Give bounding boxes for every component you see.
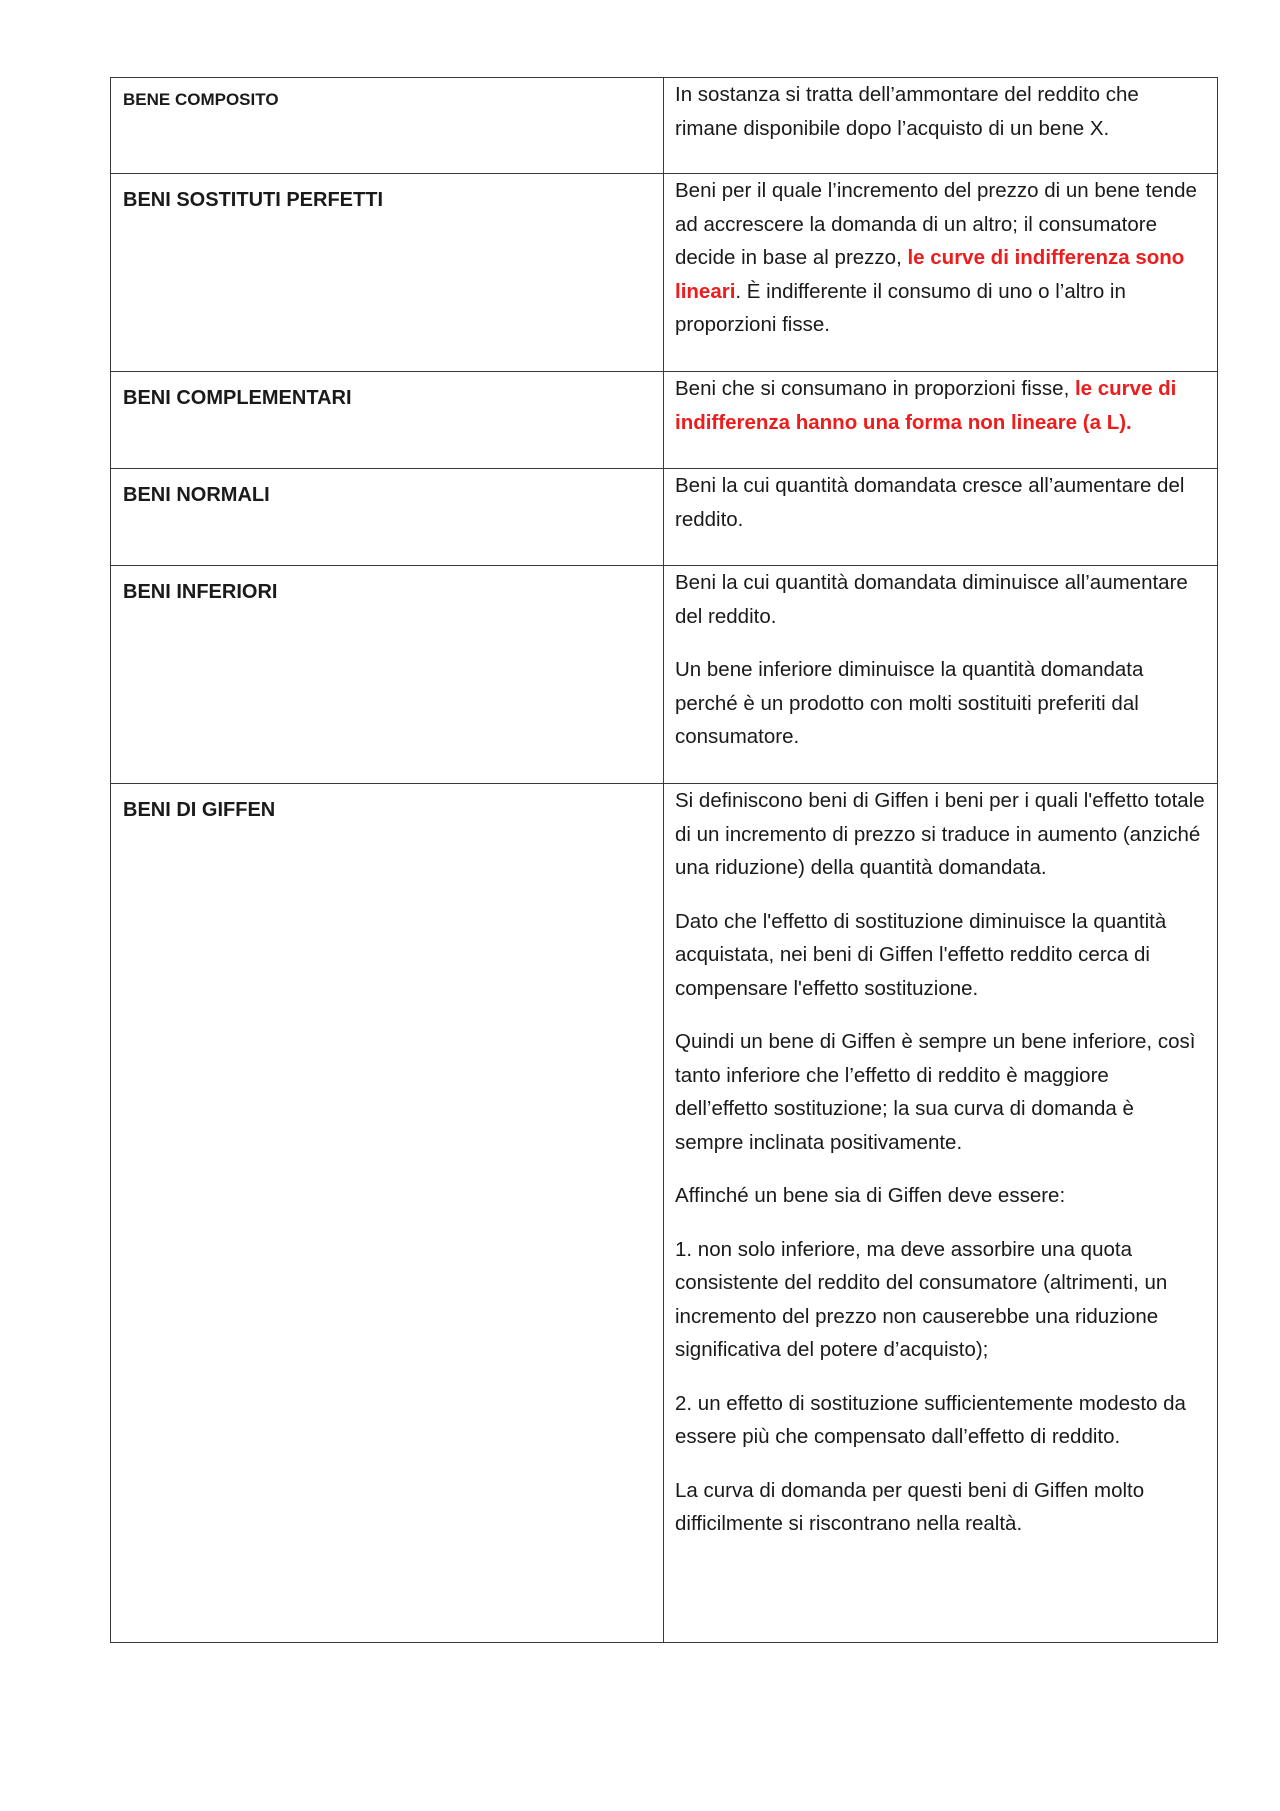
table-row (111, 78, 1218, 174)
definition-paragraph (675, 174, 1205, 342)
definition-paragraph: La curva di domanda per questi beni di Giffen molto difficilmente si riscontrano nella realtà. (675, 1478, 1145, 1535)
table-row (111, 174, 1218, 372)
term-label: BENE COMPOSITO (123, 90, 279, 109)
definition-cell (664, 566, 1218, 784)
definition-paragraph: In sostanza si tratta dell’ammontare del reddito che rimane disponibile dopo l’acquisto di un bene X. (675, 83, 1139, 140)
definition-paragraph: Beni la cui quantità domandata diminuisce all’aumentare del reddito. (675, 571, 1188, 628)
term-cell (111, 78, 664, 174)
definition-paragraph: Si definiscono beni di Giffen i beni per i quali l'effetto totale di un incremento di prezzo si traduce in aumento (anziché una riduzione) della quantità domandata. (675, 789, 1205, 879)
term-label: BENI DI GIFFEN (123, 799, 276, 821)
term-cell (111, 174, 664, 372)
table-row (111, 372, 1218, 469)
definition-paragraph: Quindi un bene di Giffen è sempre un bene inferiore, così tanto inferiore che l’effetto di reddito è maggiore dell’effetto sostituzione; la sua curva di domanda è sempre inclinata positivamente. (675, 1030, 1196, 1154)
definition-paragraph: Affinché un bene sia di Giffen deve essere: (675, 1184, 1066, 1207)
highlighted-text: le curve di indifferenza sono lineari (675, 246, 1185, 303)
highlighted-text: le curve di indifferenza hanno una forma non lineare (a L). (675, 377, 1177, 434)
term-cell (111, 566, 664, 784)
table-row (111, 784, 1218, 1643)
definition-cell (664, 78, 1218, 174)
definition-paragraph: 1. non solo inferiore, ma deve assorbire una quota consistente del reddito del consumatore (altrimenti, un incremento del prezzo non causerebbe una riduzione significativa del potere d’acquisto); (675, 1237, 1168, 1361)
definition-paragraph (675, 372, 1205, 439)
term-label: BENI NORMALI (123, 484, 270, 506)
definition-paragraph: Un bene inferiore diminuisce la quantità domandata perché è un prodotto con molti sostituiti preferiti dal consumatore. (675, 658, 1144, 748)
definition-paragraph: Dato che l'effetto di sostituzione diminuisce la quantità acquistata, nei beni di Giffen l'effetto reddito cerca di compensare l'effetto sostituzione. (675, 909, 1167, 1000)
definitions-table (110, 77, 1218, 1643)
table-row (111, 566, 1218, 784)
definition-paragraph: Beni la cui quantità domandata cresce all’aumentare del reddito. (675, 474, 1185, 531)
term-cell (111, 372, 664, 469)
term-cell (111, 469, 664, 566)
definition-text: Beni per il quale l’incremento del prezzo di un bene tende ad accrescere la domanda di un altro; il consumatore decide in base al prezzo, (675, 179, 1197, 269)
document-page (110, 77, 1205, 1643)
definition-cell (664, 784, 1218, 1643)
definition-paragraph: 2. un effetto di sostituzione sufficientemente modesto da essere più che compensato dall’effetto di reddito. (675, 1391, 1186, 1448)
definition-cell (664, 372, 1218, 469)
table-row (111, 469, 1218, 566)
term-cell (111, 784, 664, 1643)
definition-text: Beni che si consumano in proporzioni fisse, (675, 377, 1075, 400)
definition-text: . È indifferente il consumo di uno o l’altro in proporzioni fisse. (675, 279, 1126, 336)
term-label: BENI SOSTITUTI PERFETTI (123, 189, 384, 211)
term-label: BENI INFERIORI (123, 581, 278, 603)
definition-cell (664, 174, 1218, 372)
definition-cell (664, 469, 1218, 566)
term-label: BENI COMPLEMENTARI (123, 387, 352, 409)
